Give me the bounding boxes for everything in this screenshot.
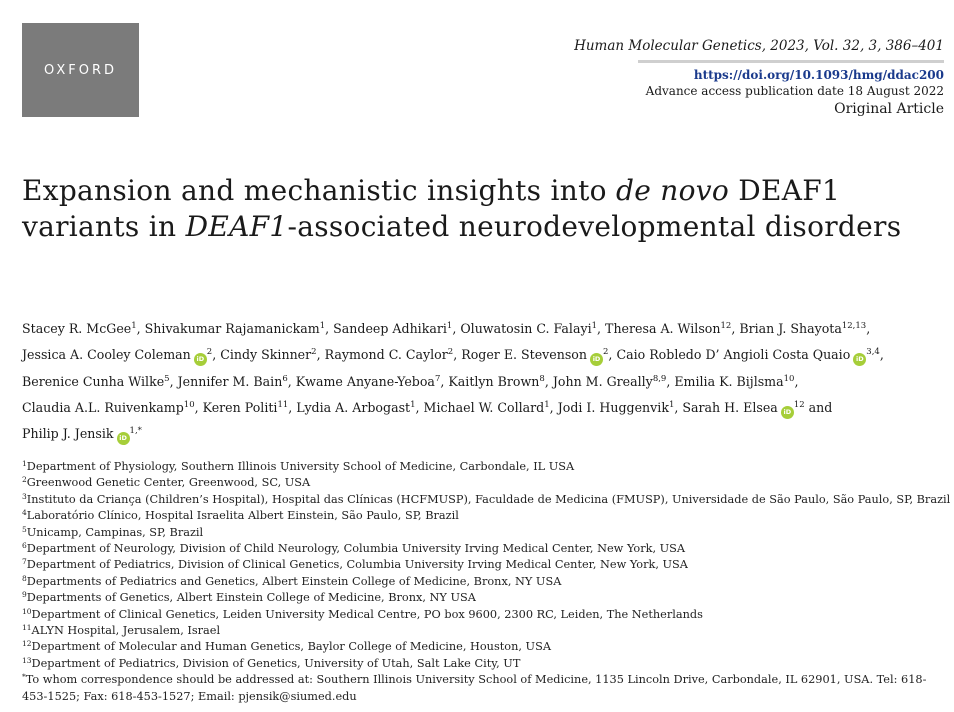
affiliation-number: 1	[22, 459, 27, 468]
author-name: Cindy Skinner	[220, 347, 312, 363]
orcid-icon[interactable]: iD	[853, 353, 866, 366]
affiliation-text: Greenwood Genetic Center, Greenwood, SC, USA	[26, 476, 311, 490]
author[interactable]	[145, 321, 325, 336]
author-name: Emilia K. Bijlsma	[674, 373, 784, 389]
author-affiliation-sup: 12	[793, 399, 805, 410]
affiliation-text: Unicamp, Campinas, SP, Brazil	[26, 525, 204, 539]
author-name: Keren Politi	[202, 399, 278, 415]
author[interactable]	[616, 347, 879, 362]
author[interactable]	[558, 400, 675, 415]
affiliation-item	[22, 623, 947, 639]
affiliation-number: 6	[22, 541, 27, 551]
affiliation-number: 4	[22, 508, 27, 518]
article-type: Original Article	[834, 101, 944, 117]
author[interactable]	[22, 426, 142, 441]
author-affiliation-sup: 11	[277, 399, 289, 410]
author-affiliation-sup: 2	[447, 347, 454, 358]
affiliation-item	[22, 639, 947, 655]
author-affiliation-sup: 1,*	[129, 426, 142, 437]
author-name: Shivakumar Rajamanickam	[144, 321, 320, 336]
author[interactable]	[739, 321, 866, 336]
author-affiliation-sup: 1	[131, 321, 137, 331]
affiliation-text: ALYN Hospital, Jerusalem, Israel	[31, 624, 221, 638]
affiliation-item	[22, 475, 947, 491]
affiliation-text: Instituto da Criança (Children’s Hospital), Hospital das Clínicas (HCFMUSP), Faculdade de Medicina (FMUSP), Universidade de São Paulo, São Paulo, SP, Brazil	[26, 492, 951, 506]
author-name: Jodi I. Huggenvik	[557, 399, 669, 415]
author-name: Oluwatosin C. Falayi	[460, 321, 592, 336]
affiliation-text: Department of Pediatrics, Division of Clinical Genetics, Columbia University Irving Medical Center, New York, USA	[26, 558, 688, 572]
correspondence-text: To whom correspondence should be addressed at: Southern Illinois University School of Medicine, 1135 Lincoln Drive, Carbondale, IL 62901, USA. Tel: 618-453-1525; Fax: 618-453-1527; Email: pjensik@siumed.edu	[22, 673, 927, 703]
author-name: John M. Greally	[552, 373, 653, 389]
affiliation-item	[22, 557, 947, 573]
article-meta	[524, 38, 944, 117]
author-name: Kwame Anyane-Yeboa	[295, 373, 435, 389]
affiliation-item	[22, 607, 947, 623]
author[interactable]	[424, 400, 550, 415]
title-italic: de novo	[616, 174, 730, 207]
author-affiliation-sup: 12,13	[841, 321, 867, 331]
paper-title	[22, 173, 942, 245]
author-affiliation-sup: 2	[311, 347, 317, 358]
author-affiliation-sup: 10	[783, 373, 795, 384]
author-affiliation-sup: 8	[539, 373, 545, 384]
title-text: -associated neurodevelopmental disorders	[287, 210, 902, 243]
author-affiliation-sup: 5	[164, 373, 170, 384]
correspondence-mark: *	[22, 672, 26, 682]
author-affiliation-sup: 1	[410, 399, 416, 410]
affiliation-text: Departments of Genetics, Albert Einstein College of Medicine, Bronx, NY USA	[26, 591, 476, 605]
meta-divider	[638, 60, 944, 63]
author[interactable]	[461, 347, 608, 362]
oxford-logo	[22, 23, 139, 117]
author-name: Roger E. Stevenson	[461, 347, 587, 363]
affiliation-list	[22, 459, 951, 705]
author-affiliation-sup: 7	[434, 373, 441, 384]
doi-link[interactable]: https://doi.org/10.1093/hmg/ddac200	[693, 68, 944, 82]
author[interactable]	[203, 400, 289, 415]
author-name: Theresa A. Wilson	[605, 321, 721, 336]
author[interactable]	[682, 400, 804, 415]
author[interactable]	[325, 347, 454, 362]
author[interactable]	[22, 374, 170, 389]
author-name: Sandeep Adhikari	[333, 321, 447, 336]
orcid-icon[interactable]: iD	[117, 432, 130, 445]
affiliation-number: 5	[22, 524, 27, 534]
author-affiliation-sup: 3,4	[866, 347, 880, 358]
author-affiliation-sup: 1	[446, 321, 453, 331]
orcid-icon[interactable]: iD	[781, 406, 794, 419]
author[interactable]	[674, 374, 794, 389]
author-name: Kaitlyn Brown	[448, 373, 540, 389]
author-affiliation-sup: 1	[544, 399, 550, 410]
author[interactable]	[333, 321, 452, 336]
affiliation-text: Department of Pediatrics, Division of Genetics, University of Utah, Salt Lake City, UT	[31, 656, 521, 670]
affiliation-item	[22, 656, 947, 672]
author-name: Stacey R. McGee	[22, 321, 132, 336]
author-name: Lydia A. Arbogast	[296, 399, 411, 415]
affiliation-number: 3	[22, 491, 27, 501]
affiliation-text: Department of Molecular and Human Genetics, Baylor College of Medicine, Houston, USA	[31, 640, 551, 654]
author-name: Sarah H. Elsea	[682, 399, 778, 415]
affiliation-item	[22, 508, 947, 524]
orcid-icon[interactable]: iD	[194, 353, 207, 366]
author-name: Claudia A.L. Ruivenkamp	[22, 399, 184, 415]
author-name: Jennifer M. Bain	[177, 373, 283, 389]
author[interactable]	[220, 347, 316, 362]
affiliation-text: Department of Physiology, Southern Illinois University School of Medicine, Carbondale, IL USA	[26, 460, 575, 473]
affiliation-text: Department of Neurology, Division of Child Neurology, Columbia University Irving Medical Center, New York, USA	[26, 542, 686, 556]
author-affiliation-sup: 2	[206, 347, 213, 358]
author-name: Jessica A. Cooley Coleman	[22, 347, 191, 363]
author[interactable]	[605, 321, 731, 336]
author-name: Caio Robledo D’ Angioli Costa Quaio	[616, 347, 851, 363]
author-affiliation-sup: 1	[319, 321, 326, 331]
author[interactable]	[22, 321, 137, 336]
author-affiliation-sup: 1	[591, 321, 598, 331]
title-text: Expansion and mechanistic insights into	[22, 174, 617, 207]
affiliation-number: 10	[22, 606, 32, 616]
logo-text: OXFORD	[43, 62, 118, 78]
affiliation-item	[22, 459, 947, 475]
author[interactable]	[22, 347, 212, 362]
author-affiliation-sup: 1	[668, 399, 675, 410]
author-and: and	[804, 399, 833, 415]
affiliation-item	[22, 590, 947, 606]
affiliation-item	[22, 574, 947, 590]
affiliation-number: 13	[22, 655, 32, 665]
author-affiliation-sup: 2	[603, 347, 609, 358]
author[interactable]	[448, 374, 544, 389]
journal-citation: Human Molecular Genetics, 2023, Vol. 32, 3, 386–401	[574, 38, 944, 54]
author[interactable]	[553, 374, 667, 389]
affiliation-number: 11	[22, 623, 32, 633]
author[interactable]	[296, 400, 415, 415]
affiliation-item	[22, 541, 947, 557]
author[interactable]	[178, 374, 288, 389]
affiliation-text: Departments of Pediatrics and Genetics, Albert Einstein College of Medicine, Bronx, NY USA	[26, 574, 562, 588]
author-name: Berenice Cunha Wilke	[22, 373, 165, 389]
affiliation-number: 2	[22, 475, 27, 485]
author-affiliation-sup: 6	[282, 373, 288, 384]
affiliation-item	[22, 525, 947, 541]
author-name: Michael W. Collard	[423, 399, 545, 415]
author[interactable]	[296, 374, 441, 389]
affiliation-number: 9	[22, 590, 27, 600]
author[interactable]	[22, 400, 195, 415]
author[interactable]	[460, 321, 597, 336]
affiliation-item	[22, 491, 951, 508]
author-affiliation-sup: 12	[720, 321, 732, 331]
correspondence-note	[22, 672, 947, 705]
title-italic: DEAF1	[185, 210, 288, 243]
author-name: Philip J. Jensik	[22, 426, 114, 442]
orcid-icon[interactable]: iD	[590, 353, 603, 366]
affiliation-number: 8	[22, 573, 27, 583]
author-affiliation-sup: 8,9	[652, 373, 667, 384]
affiliation-text: Department of Clinical Genetics, Leiden University Medical Centre, PO box 9600, 2300 RC, Leiden, The Netherlands	[31, 607, 703, 621]
author-name: Brian J. Shayota	[739, 321, 842, 336]
affiliation-number: 12	[22, 639, 32, 649]
author-list: Stacey R. McGee$^1$, Shivakumar Rajamanickam$^1$, Sandeep Adhikari$^1$, Oluwatosin C. Falayi$^1$, Theresa A. Wilson$^{12}$, Brian J. Shayota$^{12,13}$, Jessica A. Cooley Coleman $iD^2$, Cindy Skinner$^2$, Raymond C. Caylor$^2$, Roger E. Stevenson $iD^2$, Caio Robledo D’ Angioli Costa Quaio iD$^{3,4}$, Berenice Cunha Wilke$^5$, Jennifer M. Bain$^6$, Kwame Anyane-Yeboa$^7$, Kaitlyn Brown$^8$, John M. Greally$^{8,9}$, Emilia K. Bijlsma$^{10}$, Claudia A.L. Ruivenkamp$^{10}$, Keren Politi$^{11}$, Lydia A. Arbogast$^1$, Michael W. Collard$^1$, Jodi I. Huggenvik$^1$, Sarah H. Elsea $iD^{12}$ and Philip J. Jensik $iD^{1,*}$	[22, 316, 937, 447]
author-affiliation-sup: 10	[183, 399, 195, 410]
title-text: DEAF1 variants in	[22, 174, 841, 243]
affiliation-number: 7	[22, 557, 27, 567]
advance-access-date: Advance access publication date 18 August 2022	[645, 84, 944, 98]
author-name: Raymond C. Caylor	[324, 347, 448, 363]
affiliation-text: Laboratório Clínico, Hospital Israelita Albert Einstein, São Paulo, SP, Brazil	[26, 509, 459, 523]
